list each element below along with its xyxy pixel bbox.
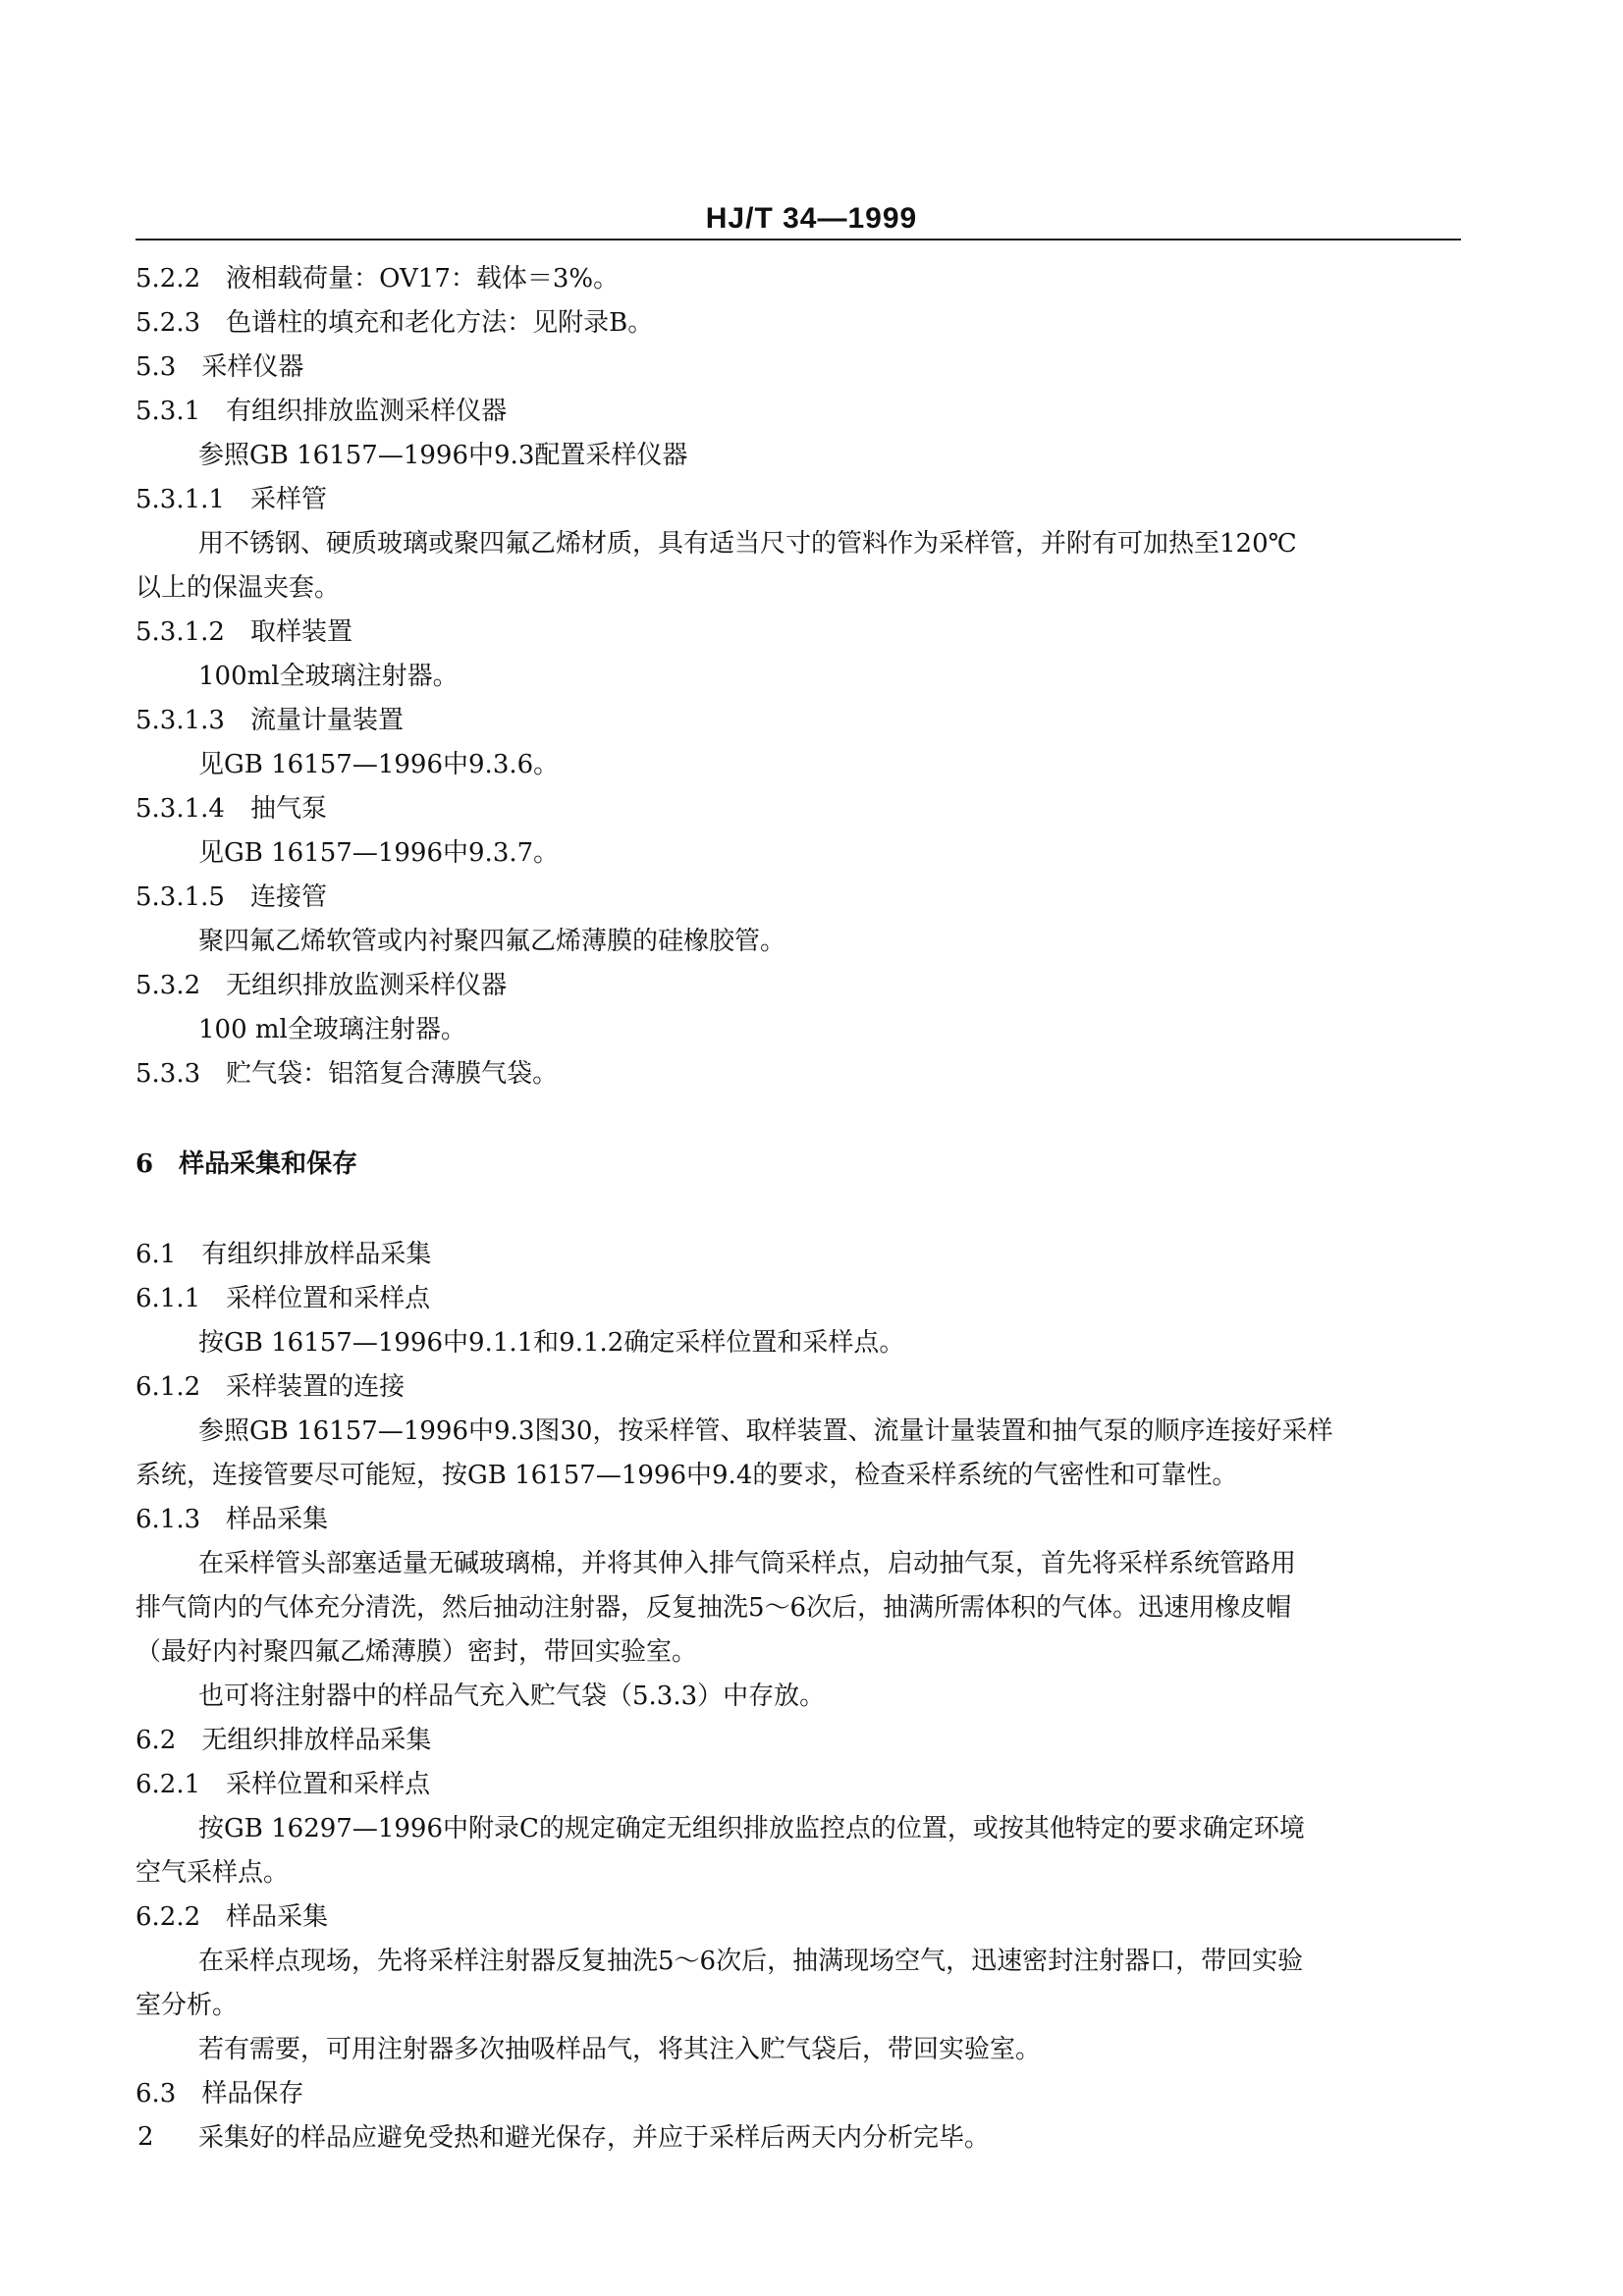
paragraph-text: 见GB 16157—1996中9.3.7。 [198,838,560,868]
clause-number: 5.3.1.1 [135,485,225,514]
clause-title: 无组织排放样品采集 [201,1726,432,1755]
clause-heading [135,1277,1461,1321]
clause-number: 5.3 [135,352,177,382]
paragraph-text: 按GB 16297—1996中附录C的规定确定无组织排放监控点的位置，或按其他特定的要求确定环境 [198,1814,1305,1843]
paragraph-line [135,831,1461,876]
paragraph-line [135,743,1461,787]
header-divider [135,239,1461,240]
clause-title: 取样装置 [249,617,352,647]
paragraph-text: 参照GB 16157—1996中9.3配置采样仪器 [198,441,688,470]
clause-heading [135,787,1461,831]
clause-title: 采样管 [249,485,327,514]
paragraph-text: 采集好的样品应避免受热和避光保存，并应于采样后两天内分析完毕。 [198,2123,991,2153]
paragraph-text: 按GB 16157—1996中9.1.1和9.1.2确定采样位置和采样点。 [198,1328,905,1358]
clause-number: 6.1.3 [135,1505,201,1534]
paragraph-text: 参照GB 16157—1996中9.3图30，按采样管、取样装置、流量计量装置和抽气泵的顺序连接好采样 [198,1416,1333,1446]
clause-title: 采样位置和采样点 [226,1770,431,1799]
clause-title: 抽气泵 [249,794,327,824]
paragraph-text: 100ml全玻璃注射器。 [198,662,459,691]
clause-title: 无组织排放监测采样仪器 [226,971,508,1000]
clause-number: 5.3.1.4 [135,794,225,824]
clause-title: 连接管 [249,882,327,912]
paragraph-continuation [135,566,1461,611]
clause-number: 6.2.1 [135,1770,201,1799]
clause-heading [135,611,1461,655]
paragraph-line [135,434,1461,478]
clause-title: 采样位置和采样点 [226,1284,431,1313]
clause-heading [135,346,1461,390]
clause-number: 5.3.2 [135,971,201,1000]
paragraph-text: 也可将注射器中的样品气充入贮气袋（5.3.3）中存放。 [198,1682,826,1711]
paragraph-continuation [135,1630,1461,1675]
clause-title: 样品保存 [201,2079,304,2109]
clause-number: 5.2.3 [135,308,201,338]
clause-title: 液相载荷量：OV17：载体＝3%。 [226,264,620,294]
paragraph-line [135,1321,1461,1365]
paragraph-line [135,2028,1461,2072]
clause-title: 贮气袋：铝箔复合薄膜气袋。 [226,1059,559,1089]
section-spacer [135,1187,1461,1233]
clause-heading [135,1719,1461,1763]
clause-number: 5.3.1 [135,397,201,426]
clause-title: 有组织排放样品采集 [201,1240,432,1269]
paragraph-text: 排气筒内的气体充分清洗，然后抽动注射器，反复抽洗5～6次后，抽满所需体积的气体。迅速用橡皮帽 [135,1593,1292,1623]
clause-title: 样品采集 [226,1902,329,1932]
paragraph-text: （最好内衬聚四氟乙烯薄膜）密封，带回实验室。 [135,1637,698,1667]
clause-heading [135,1763,1461,1807]
clause-title: 色谱柱的填充和老化方法：见附录B。 [226,308,654,338]
clause-number: 6.3 [135,2079,177,2109]
clause-heading [135,257,1461,301]
clause-number: 5.2.2 [135,264,201,294]
paragraph-text: 在采样管头部塞适量无碱玻璃棉，并将其伸入排气筒采样点，启动抽气泵，首先将采样系统管路用 [198,1549,1297,1578]
paragraph-continuation [135,1984,1461,2028]
clause-title: 样品采集 [226,1505,329,1534]
clause-title: 采样仪器 [201,352,304,382]
paragraph-line [135,920,1461,964]
paragraph-text: 在采样点现场，先将采样注射器反复抽洗5～6次后，抽满现场空气，迅速密封注射器口，带回实验 [198,1947,1304,1976]
clause-title: 有组织排放监测采样仪器 [226,397,508,426]
clause-number: 5.3.1.2 [135,617,225,647]
clause-number: 5.3.3 [135,1059,201,1089]
paragraph-line [135,2116,1461,2161]
clause-title: 流量计量装置 [249,706,404,735]
clause-number: 6.1.1 [135,1284,201,1313]
paragraph-line [135,1807,1461,1851]
paragraph-line [135,1675,1461,1719]
clause-heading [135,1052,1461,1096]
clause-heading [135,301,1461,346]
paragraph-text: 空气采样点。 [135,1858,290,1888]
clause-number: 5.3.1.3 [135,706,225,735]
document-code-header: HJ/T 34—1999 [705,202,918,235]
paragraph-line [135,1410,1461,1454]
clause-heading [135,699,1461,743]
clause-heading [135,478,1461,522]
clause-heading [135,390,1461,434]
clause-number: 5.3.1.5 [135,882,225,912]
page-number: 2 [137,2122,154,2152]
clause-heading [135,876,1461,920]
paragraph-continuation [135,1851,1461,1896]
paragraph-continuation [135,1586,1461,1630]
clause-heading [135,2072,1461,2116]
section-heading [135,1143,1461,1187]
clause-title: 样品采集和保存 [179,1149,358,1179]
paragraph-continuation [135,1454,1461,1498]
paragraph-text: 用不锈钢、硬质玻璃或聚四氟乙烯材质，具有适当尺寸的管料作为采样管，并附有可加热至120℃ [198,529,1297,559]
paragraph-line [135,1008,1461,1052]
clause-heading [135,1498,1461,1542]
paragraph-text: 聚四氟乙烯软管或内衬聚四氟乙烯薄膜的硅橡胶管。 [198,927,786,956]
clause-number: 6.1 [135,1240,177,1269]
paragraph-text: 若有需要，可用注射器多次抽吸样品气，将其注入贮气袋后，带回实验室。 [198,2035,1042,2064]
clause-heading [135,1365,1461,1410]
paragraph-line [135,655,1461,699]
clause-number: 6.2 [135,1726,177,1755]
paragraph-line [135,1940,1461,1984]
clause-heading [135,1896,1461,1940]
clause-heading [135,964,1461,1008]
clause-heading [135,1233,1461,1277]
paragraph-text: 室分析。 [135,1991,239,2020]
paragraph-line [135,1542,1461,1586]
clause-number: 6 [135,1149,154,1179]
clause-title: 采样装置的连接 [226,1372,406,1402]
paragraph-text: 见GB 16157—1996中9.3.6。 [198,750,560,779]
paragraph-text: 系统，连接管要尽可能短，按GB 16157—1996中9.4的要求，检查采样系统的气密性和可靠性。 [135,1461,1238,1490]
clause-number: 6.1.2 [135,1372,201,1402]
paragraph-text: 100 ml全玻璃注射器。 [198,1015,466,1044]
document-body [135,257,1461,2161]
paragraph-text: 以上的保温夹套。 [135,573,341,603]
clause-number: 6.2.2 [135,1902,201,1932]
paragraph-line [135,522,1461,566]
section-spacer [135,1096,1461,1143]
